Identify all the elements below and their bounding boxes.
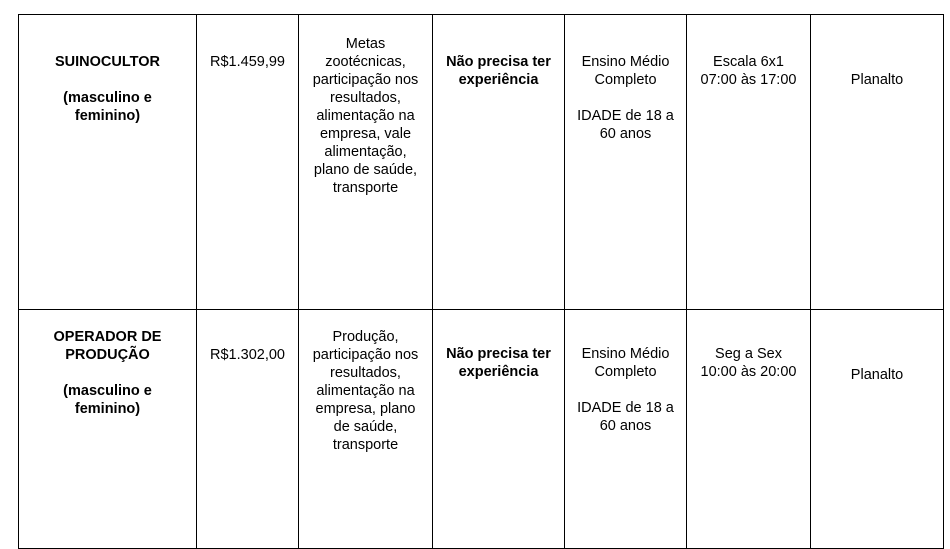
benefits-line: zootécnicas, <box>325 54 406 70</box>
benefits-line: transporte <box>332 180 399 196</box>
experience-cell <box>433 15 565 310</box>
schedule-cell <box>687 15 811 310</box>
benefits-cell <box>299 310 433 549</box>
benefits-line: de saúde, <box>333 419 398 435</box>
benefits-line: alimentação na <box>316 108 415 124</box>
experience-cell <box>433 310 565 549</box>
schedule-line: 10:00 às 20:00 <box>700 364 797 380</box>
job-title-cell <box>19 15 197 310</box>
experience-line: experiência <box>458 72 539 88</box>
benefits-line: Metas <box>345 36 386 52</box>
benefits-line: plano de saúde, <box>313 162 418 178</box>
education-cell <box>565 310 687 549</box>
benefits-line: participação nos <box>312 347 419 363</box>
benefits-line: Produção, <box>332 329 399 345</box>
job-gender-line: feminino) <box>74 108 141 124</box>
education-cell <box>565 15 687 310</box>
salary-cell <box>197 310 299 549</box>
job-gender-line: feminino) <box>74 401 141 417</box>
job-title-line: OPERADOR DE <box>53 329 162 345</box>
table-row <box>19 310 944 549</box>
benefits-line: transporte <box>332 437 399 453</box>
job-title: SUINOCULTOR <box>55 54 160 70</box>
education-line: Ensino Médio <box>581 54 670 70</box>
schedule-line: Seg a Sex <box>715 346 782 362</box>
location-value: Planalto <box>850 72 904 88</box>
benefits-line: alimentação, <box>324 144 407 160</box>
age-line: 60 anos <box>599 126 652 142</box>
schedule-line: 07:00 às 17:00 <box>700 72 797 88</box>
job-gender-line: (masculino e <box>63 90 152 106</box>
salary-value: R$1.459,99 <box>210 54 285 70</box>
age-line: 60 anos <box>599 418 652 434</box>
benefits-line: alimentação na <box>316 383 415 399</box>
location-cell <box>811 310 944 549</box>
age-line: IDADE de 18 a <box>577 400 674 416</box>
benefits-line: participação nos <box>312 72 419 88</box>
education-line: Completo <box>594 72 657 88</box>
experience-line: Não precisa ter <box>446 346 551 362</box>
table-row <box>19 15 944 310</box>
experience-line: experiência <box>458 364 539 380</box>
schedule-line: Escala 6x1 <box>713 54 784 70</box>
education-line: Completo <box>594 364 657 380</box>
age-line: IDADE de 18 a <box>577 108 674 124</box>
salary-cell <box>197 15 299 310</box>
experience-line: Não precisa ter <box>446 54 551 70</box>
schedule-cell <box>687 310 811 549</box>
education-line: Ensino Médio <box>581 346 670 362</box>
job-gender-line: (masculino e <box>63 383 152 399</box>
benefits-line: empresa, vale <box>319 126 412 142</box>
location-value: Planalto <box>850 367 904 383</box>
benefits-line: empresa, plano <box>315 401 416 417</box>
benefits-line: resultados, <box>330 365 401 381</box>
benefits-line: resultados, <box>330 90 401 106</box>
location-cell <box>811 15 944 310</box>
job-title-cell <box>19 310 197 549</box>
benefits-cell <box>299 15 433 310</box>
salary-value: R$1.302,00 <box>210 347 285 363</box>
job-openings-table <box>18 14 944 549</box>
job-title-line: PRODUÇÃO <box>65 347 150 363</box>
